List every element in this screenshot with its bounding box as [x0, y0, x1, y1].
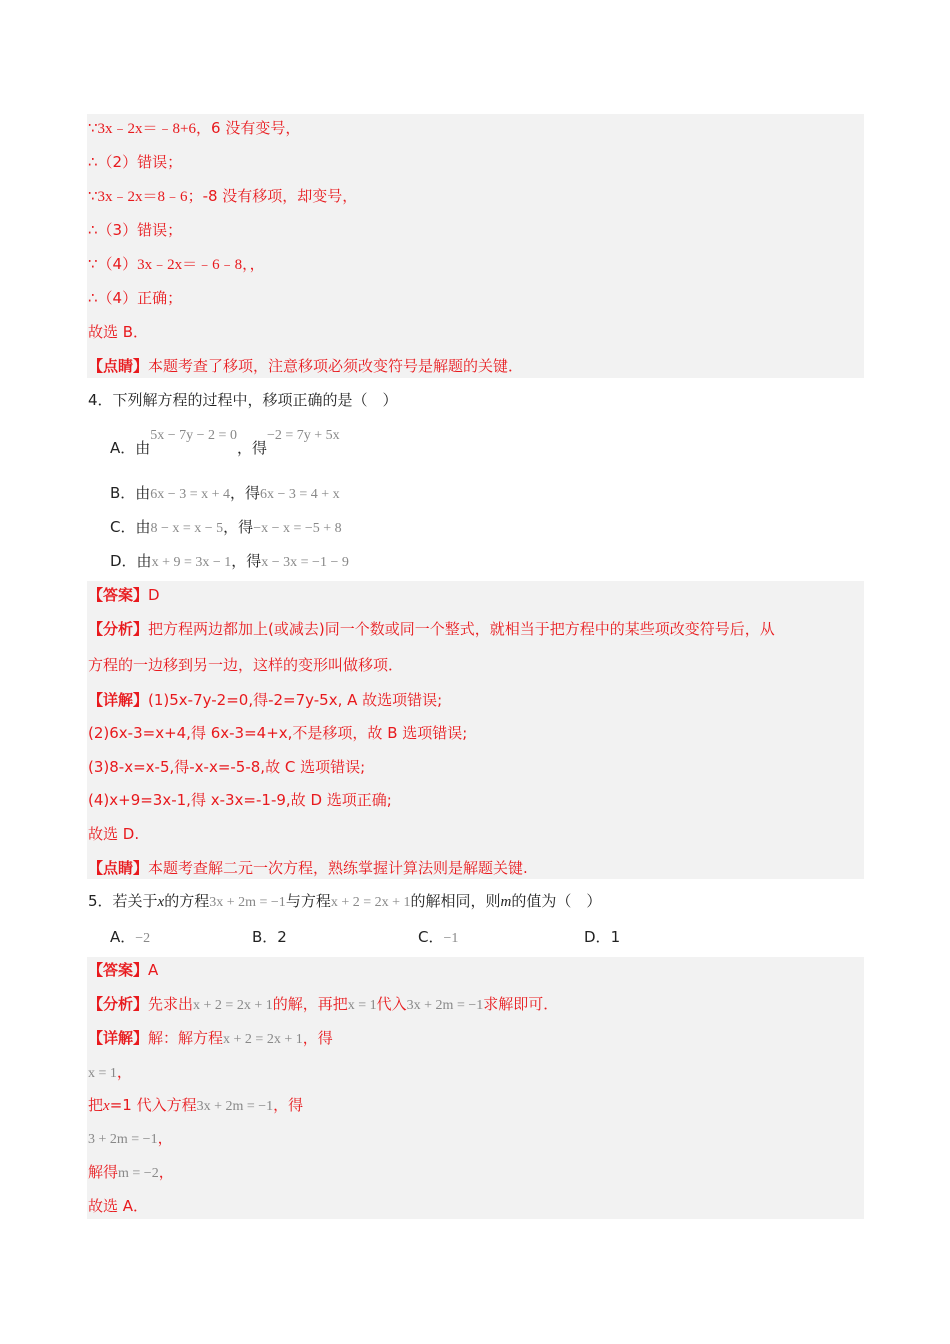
equation: x + 2 = 2x + 1: [330, 895, 411, 910]
q5-option-c: C．−1: [418, 928, 459, 946]
equation: x + 2 = 2x + 1: [223, 1032, 303, 1047]
q4-detail-4: (4)x+9=3x-1,得 x-3x=-1-9,故 D 选项正确;: [88, 791, 392, 809]
q4-analysis-cont: 方程的一边移到另一边，这样的变形叫做移项．: [88, 656, 404, 674]
q5-step-4: 解得m = −2，: [88, 1163, 174, 1181]
q5-step-1: x = 1，: [88, 1063, 132, 1081]
q4-stem: 4．下列解方程的过程中，移项正确的是（ ）: [88, 391, 398, 409]
equation: x = 1: [88, 1066, 117, 1081]
q4-detail-2: (2)6x-3=x+4,得 6x-3=4+x,不是移项，故 B 选项错误;: [88, 724, 468, 742]
q4-option-b: B．由6x − 3 = x + 4，得6x − 3 = 4 + x: [110, 484, 340, 502]
q5-stem: 5．若关于x的方程3x + 2m = −1与方程x + 2 = 2x + 1的解相同，则m的值为（ ）: [88, 892, 602, 910]
q4-conclusion: 故选 D.: [88, 825, 140, 843]
prev-analysis-block: [87, 114, 864, 378]
q4-option-a: A．由5x − 7y − 2 = 0，得−2 = 7y + 5x: [110, 428, 340, 457]
prev-conclusion: 故选 B．: [88, 323, 149, 341]
equation: 3x﹣2x＝8﹣6: [97, 189, 188, 205]
equation: x = 1: [347, 998, 377, 1013]
q4-answer: 【答案】D: [88, 586, 160, 604]
equation: 3 + 2m = −1: [88, 1132, 158, 1147]
q5-option-b: B．2: [252, 928, 287, 946]
q4-note: 【点睛】本题考查解二元一次方程，熟练掌握计算法则是解题关键.: [88, 859, 528, 877]
equation: 6x − 3 = 4 + x: [260, 487, 340, 502]
equation: 3x﹣2x＝﹣6﹣8: [137, 257, 243, 273]
q4-option-d: D．由x + 9 = 3x − 1，得x − 3x = −1 − 9: [110, 552, 349, 570]
equation: 3x + 2m = −1: [406, 998, 484, 1013]
prev-line-2: ∴（2）错误；: [88, 153, 183, 171]
equation: −2 = 7y + 5x: [266, 428, 340, 443]
prev-line-4: ∴（3）错误；: [88, 221, 183, 239]
prev-line-5: ∵（4）3x﹣2x＝﹣6﹣8，，: [88, 255, 265, 273]
q5-conclusion: 故选 A．: [88, 1197, 149, 1215]
equation: x + 9 = 3x − 1: [151, 555, 232, 570]
prev-line-1: ∵3x﹣2x＝﹣8+6，6 没有变号，: [88, 119, 301, 137]
prev-line-3: ∵3x﹣2x＝8﹣6；-8 没有移项，却变号，: [88, 187, 358, 205]
q5-step-2: 把x=1 代入方程3x + 2m = −1，得: [88, 1096, 304, 1114]
q5-analysis: 【分析】先求出x + 2 = 2x + 1的解，再把x = 1代入3x + 2m = −1求解即可．: [88, 995, 559, 1013]
q5-detail: 【详解】解：解方程x + 2 = 2x + 1，得: [88, 1029, 333, 1047]
equation: 3x﹣2x＝﹣8+6: [97, 121, 197, 137]
q5-option-a: A．−2: [110, 928, 151, 946]
equation: 3x + 2m = −1: [196, 1099, 274, 1114]
equation: 8 − x = x − 5: [150, 521, 224, 536]
prev-line-6: ∴（4）正确；: [88, 289, 183, 307]
q4-option-c: C．由8 − x = x − 5，得−x − x = −5 + 8: [110, 518, 342, 536]
q4-detail-3: (3)8-x=x-5,得-x-x=-5-8,故 C 选项错误;: [88, 758, 366, 776]
equation: 5x − 7y − 2 = 0: [150, 428, 237, 443]
q5-answer: 【答案】A: [88, 961, 159, 979]
equation: −x − x = −5 + 8: [253, 521, 342, 536]
q4-detail-1: 【详解】(1)5x-7y-2=0,得-2=7y-5x, A 故选项错误;: [88, 691, 443, 709]
q5-option-d: D．1: [584, 928, 621, 946]
q5-step-3: 3 + 2m = −1，: [88, 1129, 173, 1147]
equation: 6x − 3 = x + 4: [150, 487, 230, 502]
q4-analysis: 【分析】把方程两边都加上(或减去)同一个数或同一个整式，就相当于把方程中的某些项改变符号后，从: [88, 620, 775, 638]
equation: 3x + 2m = −1: [209, 895, 286, 910]
equation: x + 2 = 2x + 1: [193, 998, 273, 1013]
prev-note: 【点睛】本题考查了移项，注意移项必须改变符号是解题的关键．: [88, 357, 524, 375]
equation: x − 3x = −1 − 9: [261, 555, 349, 570]
equation: m = −2: [118, 1166, 159, 1181]
